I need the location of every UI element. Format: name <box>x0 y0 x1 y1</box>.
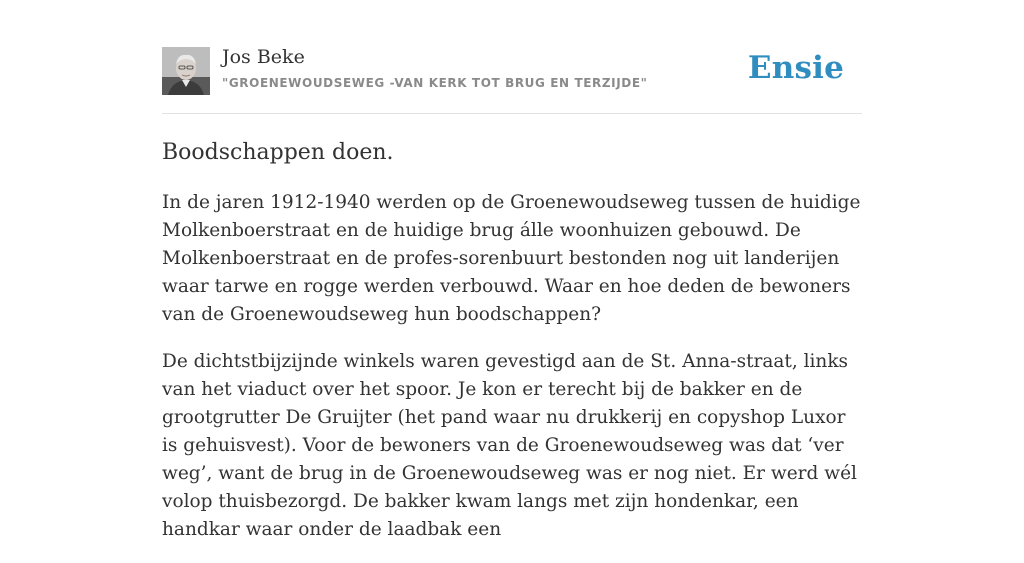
article <box>162 136 862 563</box>
author-portrait-icon <box>162 47 210 95</box>
article-paragraph: De dichtstbijzijnde winkels waren gevestigd aan de St. Anna-straat, links van het viaduct over het spoor. Je kon er terecht bij de bakker en de grootgrutter De Gruijter (het pand waar nu drukkerij en copyshop Luxor is gehuisvest). Voor de bewoners van de Groenewoudseweg was dat ‘ver weg’, want de brug in de Groenewoudseweg was er nog niet. Er werd wél volop thuisbezorgd. De bakker kwam langs met zijn hondenkar, een handkar waar onder de laadbak een <box>162 351 857 540</box>
ensie-logo[interactable]: Ensie <box>747 50 844 86</box>
article-title: Boodschappen doen. <box>162 140 394 165</box>
book-title[interactable]: "GROENEWOUDSEWEG -VAN KERK TOT BRUG EN TERZIJDE" <box>222 76 648 90</box>
author-name[interactable]: Jos Beke <box>222 46 305 68</box>
author-avatar[interactable] <box>162 47 210 95</box>
article-paragraph: In de jaren 1912-1940 werden op de Groenewoudseweg tussen de huidige Molkenboerstraat en de huidige brug álle woonhuizen gebouwd. De Molkenboerstraat en de profes-sorenbuurt bestonden nog uit landerijen waar tarwe en rogge werden verbouwd. Waar en hoe deden de bewoners van de Groenewoudseweg hun boodschappen? <box>162 192 861 325</box>
header <box>162 46 862 96</box>
header-divider <box>162 113 862 114</box>
